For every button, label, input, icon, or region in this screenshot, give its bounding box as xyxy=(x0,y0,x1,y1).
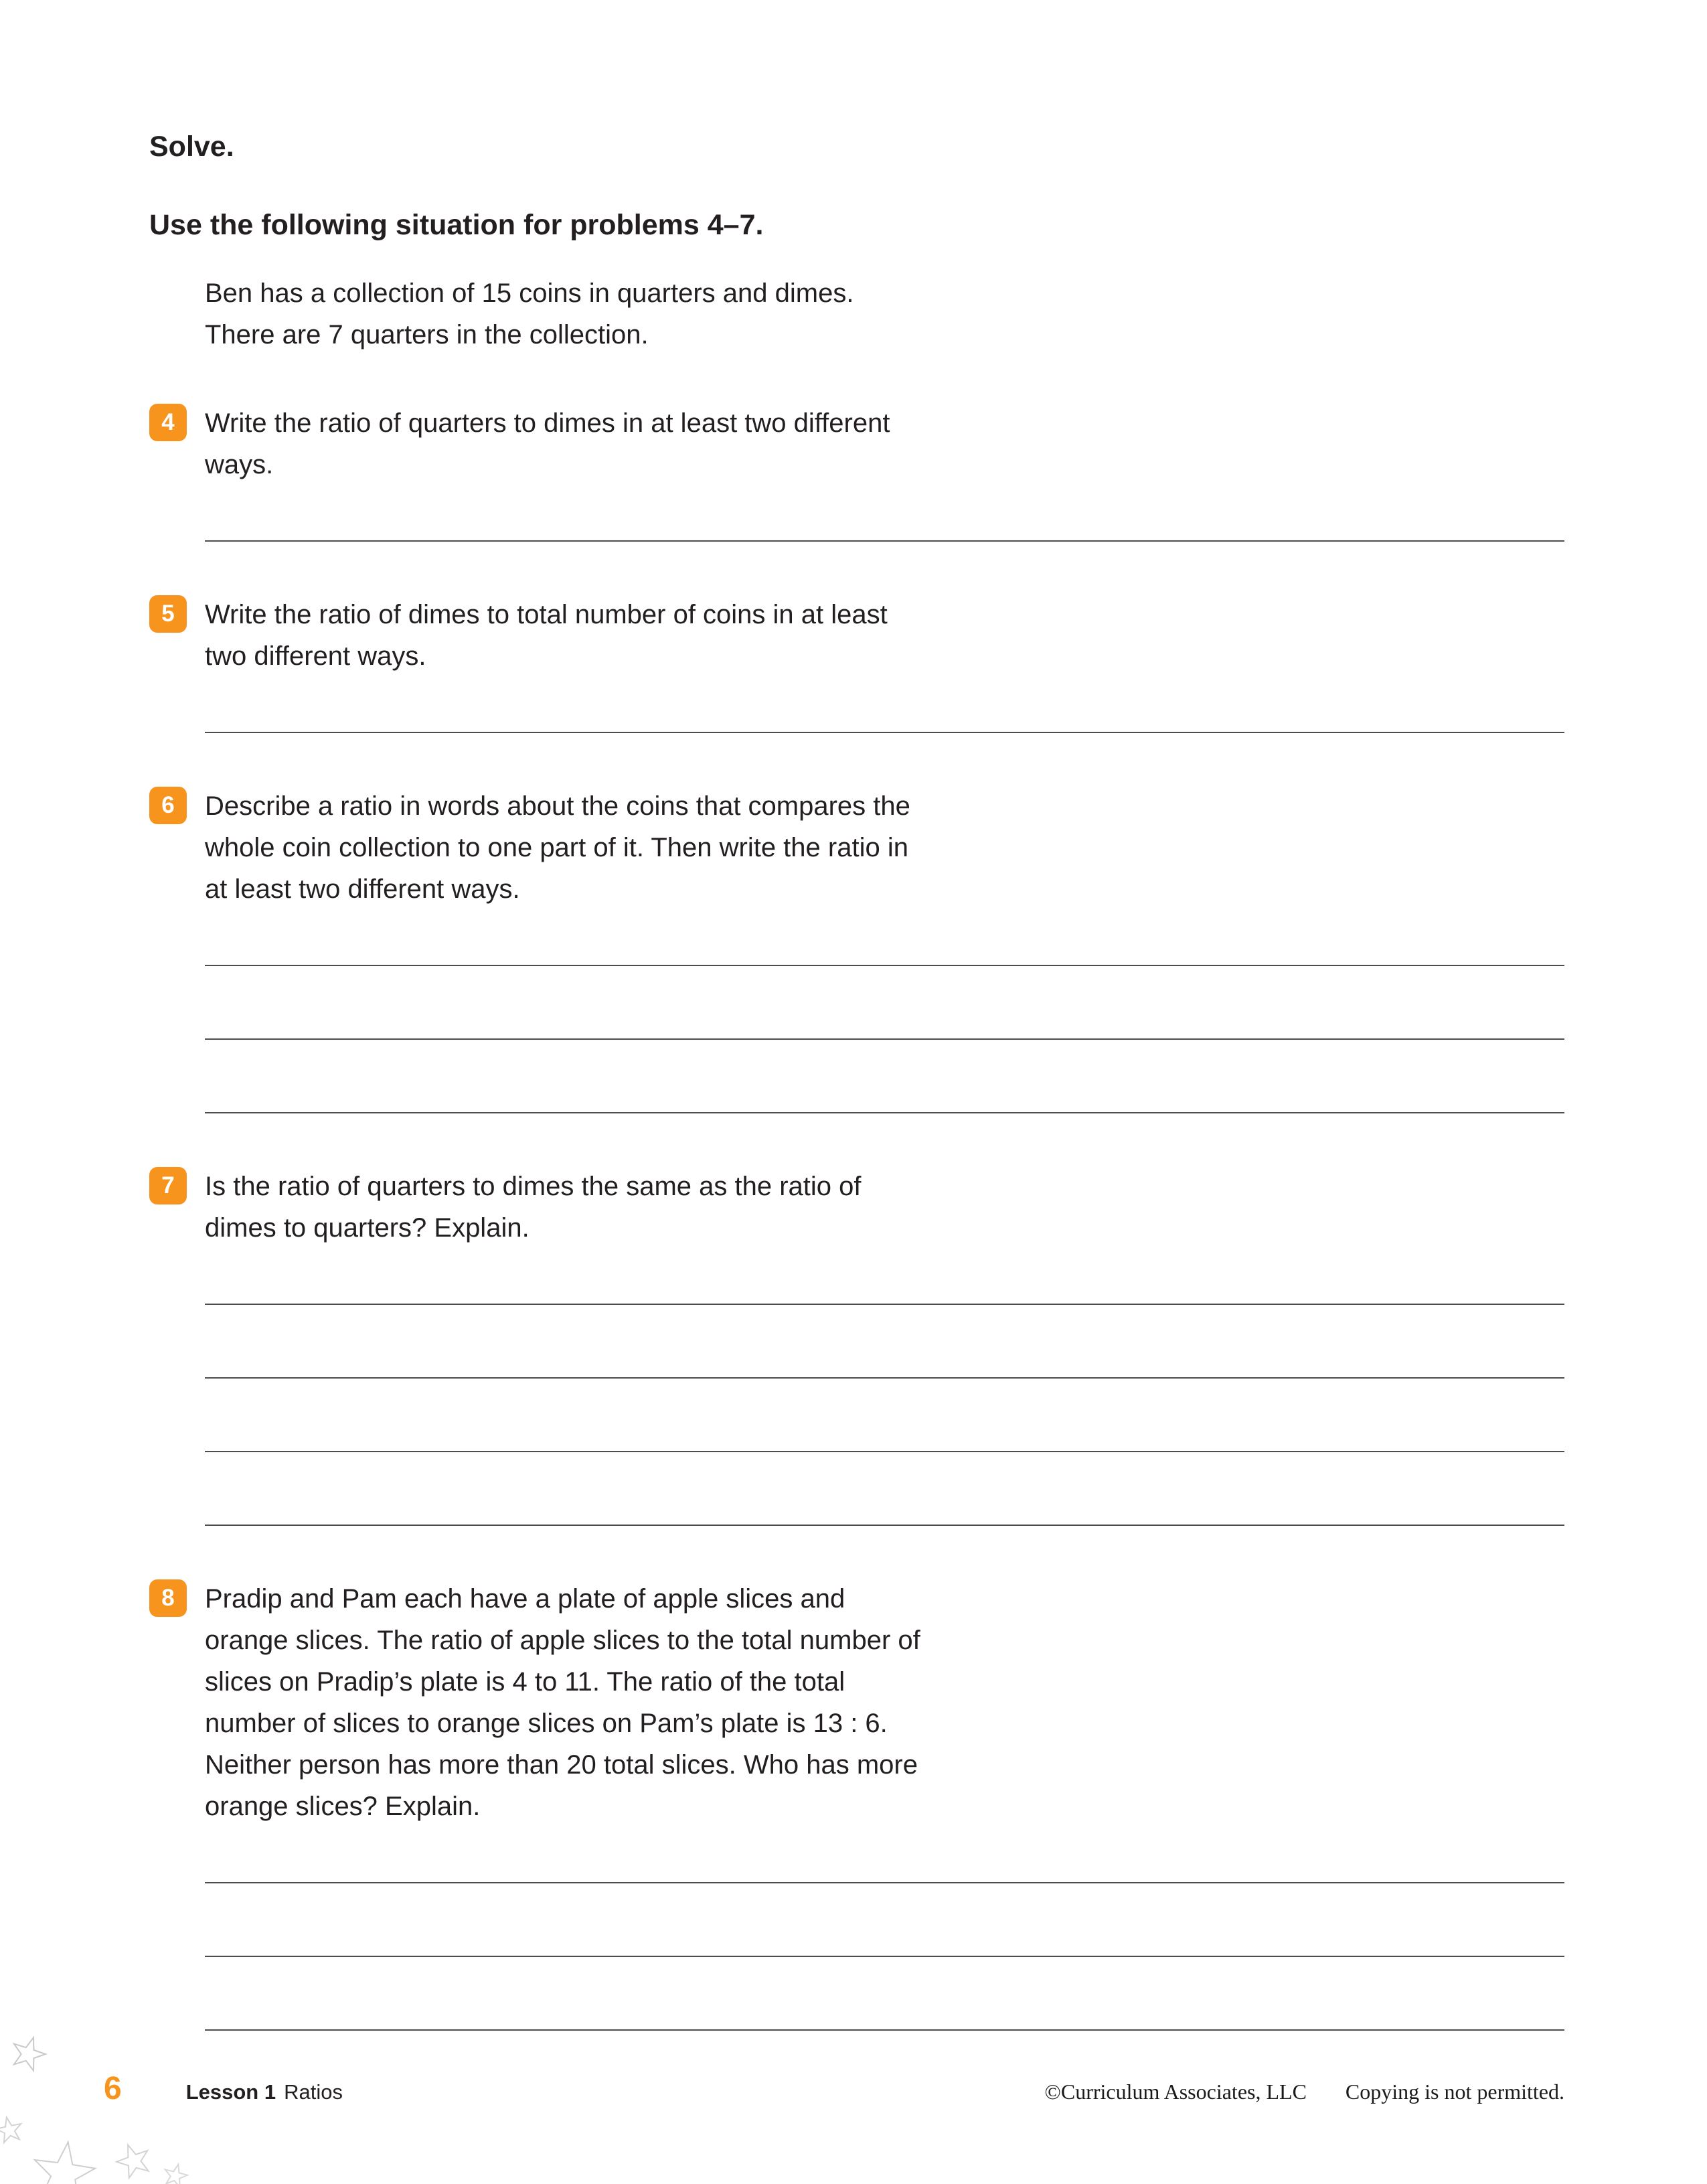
answer-line[interactable] xyxy=(205,1882,1564,1883)
answer-line[interactable] xyxy=(205,1377,1564,1379)
answer-line[interactable] xyxy=(205,1451,1564,1452)
problem-5 xyxy=(149,594,1564,677)
problem-4-number-badge: 4 xyxy=(149,404,187,441)
problem-6-text: Describe a ratio in words about the coins that compares the whole coin collection to one part of it. Then write the ratio in at least two different ways. xyxy=(205,791,910,904)
answer-line[interactable] xyxy=(205,2029,1564,2031)
lesson-title: Ratios xyxy=(284,2080,343,2104)
page-number: 6 xyxy=(104,2071,122,2106)
decorative-stars-doodle xyxy=(0,2030,295,2184)
answer-line[interactable] xyxy=(205,1956,1564,1957)
problem-8-text: Pradip and Pam each have a plate of apple slices and orange slices. The ratio of apple slices to the total number of slices on Pradip’s plate is 4 to 11. The ratio of the total number of slices to orange slices on Pam’s plate is 13 : 6. Neither person has more than 20 total slices. Who has more orange slices? Explain. xyxy=(205,1584,920,1821)
problem-5-number-badge: 5 xyxy=(149,595,187,633)
problem-7-number-badge: 7 xyxy=(149,1167,187,1204)
solve-heading: Solve. xyxy=(149,131,234,163)
lesson-label xyxy=(186,2080,343,2104)
problem-4 xyxy=(149,402,1564,485)
answer-line[interactable] xyxy=(205,1038,1564,1040)
copyright-owner: ©Curriculum Associates, LLC xyxy=(1044,2080,1307,2104)
problem-5-text: Write the ratio of dimes to total number of coins in at least two different ways. xyxy=(205,600,888,671)
lesson-number: Lesson 1 xyxy=(185,2080,276,2104)
problem-6 xyxy=(149,785,1564,910)
situation-line-1: Ben has a collection of 15 coins in quarters and dimes. xyxy=(205,279,854,308)
problem-7 xyxy=(149,1166,1564,1249)
answer-line[interactable] xyxy=(205,1112,1564,1113)
answer-line[interactable] xyxy=(205,965,1564,966)
problem-6-number-badge: 6 xyxy=(149,787,187,824)
answer-line[interactable] xyxy=(205,540,1564,542)
answer-line[interactable] xyxy=(205,1304,1564,1305)
situation-paragraph xyxy=(205,272,928,356)
copyright-permission: Copying is not permitted. xyxy=(1345,2080,1564,2104)
answer-line[interactable] xyxy=(205,732,1564,733)
answer-line[interactable] xyxy=(205,1525,1564,1526)
problem-8 xyxy=(149,1578,1564,1827)
page-footer xyxy=(0,2070,1707,2107)
problem-7-text: Is the ratio of quarters to dimes the same as the ratio of dimes to quarters? Explain. xyxy=(205,1172,862,1243)
situation-heading: Use the following situation for problems 4–7. xyxy=(149,209,764,241)
problem-4-text: Write the ratio of quarters to dimes in at least two different ways. xyxy=(205,408,890,479)
copyright-notice xyxy=(1045,2080,1564,2104)
problem-8-number-badge: 8 xyxy=(149,1579,187,1617)
situation-line-2: There are 7 quarters in the collection. xyxy=(205,320,649,349)
